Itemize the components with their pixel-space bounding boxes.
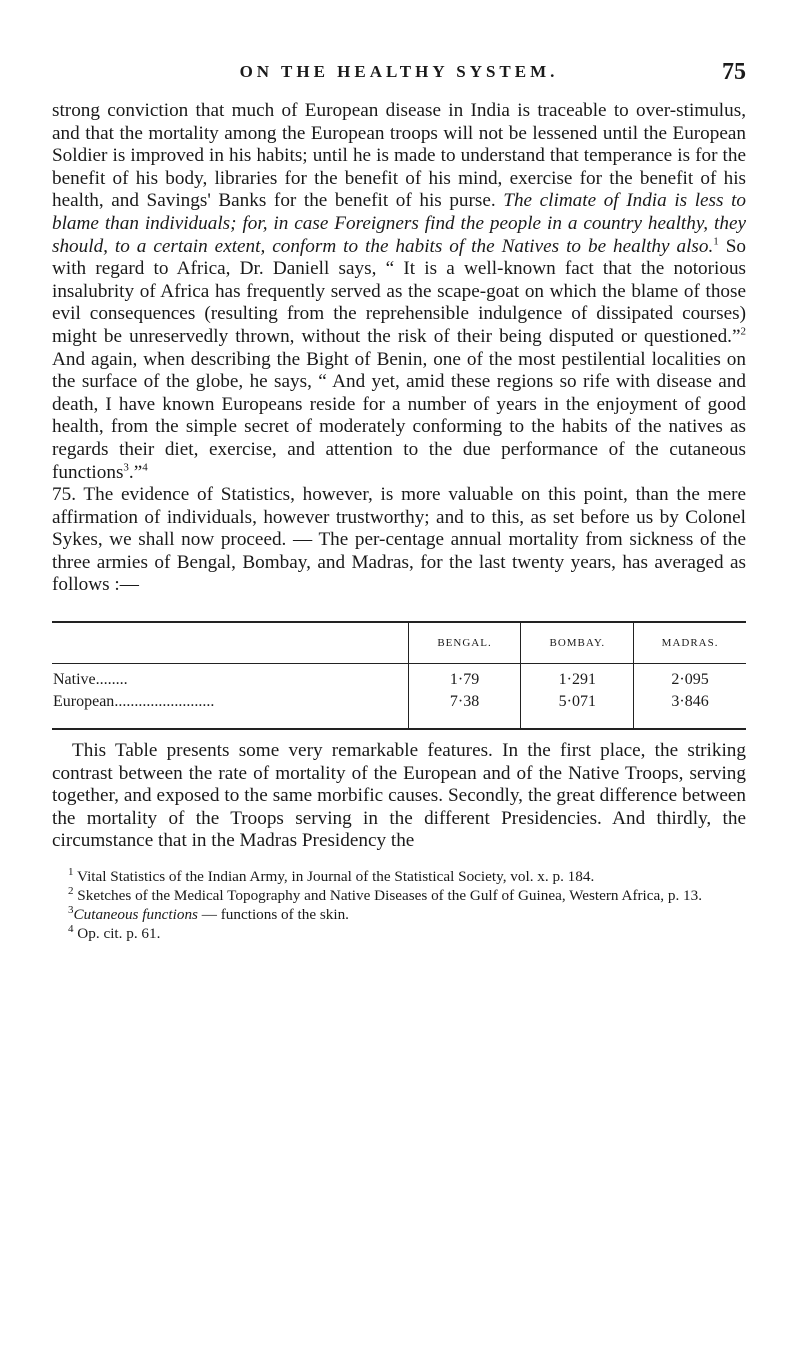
cell-madras: 2·095	[671, 671, 709, 689]
p1-italic-quote: The climate of India is less to blame than individuals; for, in case Foreigners find the people in a country healthy, they should, to a certain extent, conform to the habits of the Natives to be healthy also.	[52, 190, 746, 257]
cell-bombay: 1·291	[521, 664, 634, 692]
table-header-bengal: BENGAL.	[408, 622, 521, 664]
footnote-ref-1: 1	[713, 235, 719, 248]
p1-text-end: .”	[128, 461, 143, 483]
row-label-cell	[52, 664, 408, 692]
cell-bengal: 7·38	[408, 691, 521, 729]
row-leader-dots: .........................	[114, 693, 215, 711]
page-number: 75	[722, 59, 746, 85]
mortality-table	[52, 621, 746, 730]
footnote-4	[52, 924, 746, 943]
cell-bengal: 1·79	[408, 664, 521, 692]
footnote-2	[52, 886, 746, 905]
footnote-mark: 3	[68, 903, 74, 916]
cell-bombay: 5·071	[521, 691, 634, 729]
row-leader-dots: ........	[95, 671, 128, 689]
p1-text-a: strong conviction that much of European disease in India is traceable to over-stimulus, and that the mortality among the European troops will not be lessened until the European Soldier is improved in his habits; until he is made to understand that temperance is for the benefit of his body, libraries for the benefit of his mind, exercise for the benefit of his health, and Savings' Banks for the benefit of his purse.	[52, 100, 746, 212]
footnote-mark: 1	[68, 865, 74, 878]
book-page	[52, 59, 746, 943]
footnote-text: Sketches of the Medical Topography and Native Diseases of the Gulf of Guinea, Western Africa, p. 13.	[73, 887, 703, 905]
row-label: European	[53, 693, 115, 711]
footnote-mark: 4	[68, 922, 74, 935]
footnote-text: Op. cit. p. 61.	[73, 925, 161, 943]
footnote-text: — functions of the skin.	[197, 906, 349, 924]
footnotes	[52, 867, 746, 943]
footnote-ref-3: 3	[123, 461, 129, 474]
table-header-row	[52, 622, 746, 664]
cell-madras: 3·846	[634, 691, 746, 729]
footnote-ref-4: 4	[142, 461, 148, 474]
table-row	[52, 664, 746, 692]
running-header	[52, 59, 746, 100]
footnote-mark: 2	[68, 884, 74, 897]
table-header-madras: MADRAS.	[634, 622, 746, 664]
footnote-ref-2: 2	[740, 325, 746, 338]
table-header-blank	[52, 622, 408, 664]
row-label: Native	[53, 671, 96, 689]
footnote-text: Vital Statistics of the Indian Army, in Journal of the Statistical Society, vol. x. p. 184.	[73, 868, 595, 886]
row-label-cell	[52, 691, 408, 729]
table-header-bombay: BOMBAY.	[521, 622, 634, 664]
paragraph-3: This Table presents some very remarkable features. In the first place, the striking contrast between the rate of mortality of the European and of the Native Troops, serving together, and exposed to the same morbific causes. Secondly, the great difference between the mortality of the Troops serving in the different Presidencies. And thirdly, the circumstance that in the Madras Presidency the	[52, 740, 746, 852]
running-title: ON THE HEALTHY SYSTEM.	[239, 62, 559, 81]
paragraph-2: 75. The evidence of Statistics, however, is more valuable on this point, than the mere affirmation of individuals, however trustworthy; and to this, as set before us by Colonel Sykes, we shall now proceed. — The per-centage annual mortality from sickness of the three armies of Bengal, Bombay, and Madras, for the last twenty years, has averaged as follows :—	[52, 484, 746, 596]
footnote-italic: Cutaneous functions	[73, 906, 198, 924]
footnote-3	[52, 905, 746, 924]
table-row	[52, 691, 746, 729]
p1-text-c: And again, when describing the Bight of Benin, one of the most pestilential localities on the surface of the globe, he says, “ And yet, amid these regions so rife with disease and death, I have known Europeans reside for a number of years in the enjoyment of good health, from the simple secret of moderately conforming to the habits of the natives as regards their diet, exercise, and attention to the due performance of the cutaneous functions	[52, 348, 746, 483]
p1-text-b: So with regard to Africa, Dr. Daniell says, “ It is a well-known fact that the notorious insalubrity of Africa has frequently served as the scape-goat on which the blame of those evil consequences (resulting from the reprehensible indulgence of dissipated courses) might be unreservedly thrown, without the risk of their being disputed or questioned.”	[52, 235, 746, 347]
paragraph-1	[52, 100, 746, 484]
footnote-1	[52, 867, 746, 886]
